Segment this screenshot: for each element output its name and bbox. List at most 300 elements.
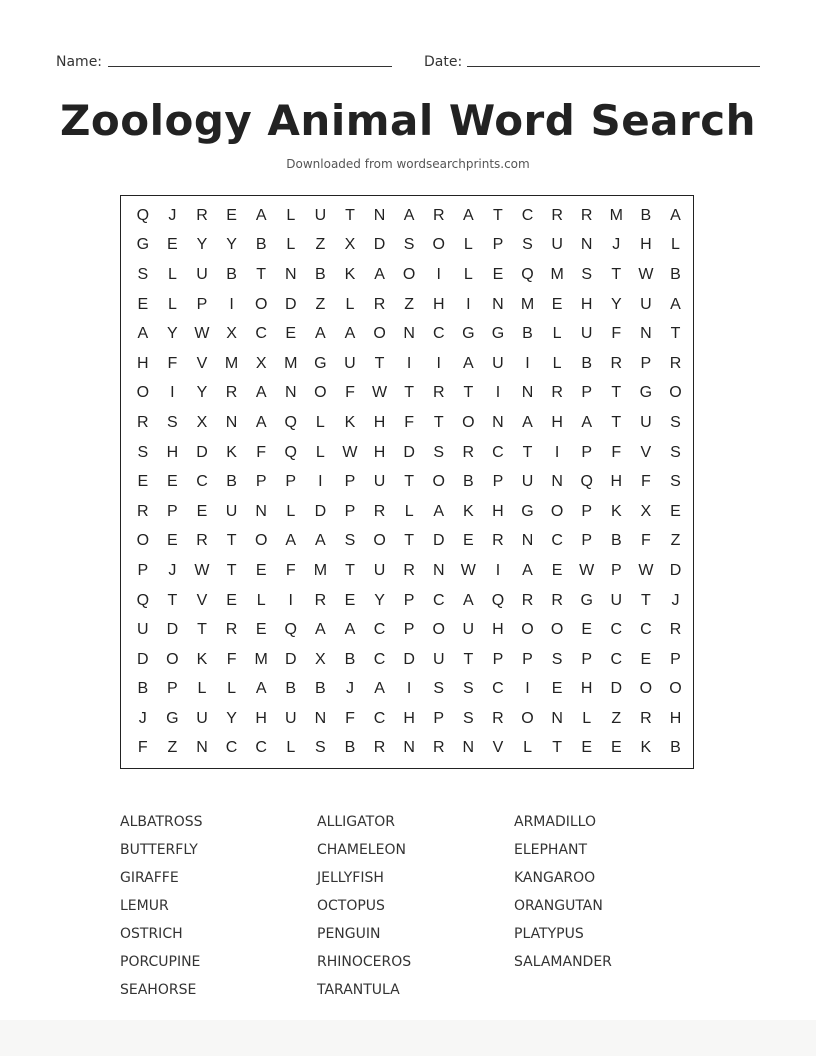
grid-cell[interactable]: A (522, 413, 533, 431)
date-line[interactable] (467, 66, 760, 67)
grid-cell[interactable]: A (344, 621, 356, 639)
grid-cell[interactable]: I (525, 354, 530, 372)
grid-cell[interactable]: R (492, 532, 504, 550)
grid-cell[interactable]: T (167, 591, 178, 609)
grid-cell[interactable]: H (255, 709, 267, 727)
grid-cell[interactable]: I (318, 473, 323, 491)
grid-cell[interactable]: B (137, 680, 149, 698)
grid-cell[interactable]: J (612, 236, 621, 254)
grid-cell[interactable]: R (669, 354, 682, 372)
grid-cell[interactable]: I (288, 591, 293, 609)
grid-cell[interactable]: S (344, 532, 356, 550)
grid-cell[interactable]: A (374, 680, 385, 698)
grid-cell[interactable]: S (551, 650, 563, 668)
grid-cell[interactable]: H (492, 502, 504, 520)
grid-cell[interactable]: L (167, 295, 177, 313)
grid-cell[interactable]: G (136, 236, 150, 254)
grid-cell[interactable]: A (255, 384, 267, 402)
grid-cell[interactable]: E (581, 739, 593, 757)
grid-cell[interactable]: C (640, 621, 652, 639)
grid-cell[interactable]: U (314, 206, 327, 224)
grid-cell[interactable]: D (373, 236, 386, 254)
grid-cell[interactable]: P (492, 650, 504, 668)
grid-cell[interactable]: D (669, 561, 682, 579)
grid-cell[interactable]: L (523, 739, 532, 757)
grid-cell[interactable]: T (226, 532, 237, 550)
grid-cell[interactable]: B (522, 325, 533, 343)
grid-cell[interactable]: M (254, 650, 268, 668)
grid-cell[interactable]: F (285, 561, 296, 579)
grid-cell[interactable]: N (403, 325, 415, 343)
grid-cell[interactable]: U (521, 473, 534, 491)
grid-cell[interactable]: P (640, 354, 652, 372)
grid-cell[interactable]: W (460, 561, 476, 579)
grid-cell[interactable]: Z (315, 236, 326, 254)
grid-cell[interactable]: L (463, 265, 473, 283)
grid-cell[interactable]: A (670, 206, 681, 224)
grid-cell[interactable]: T (463, 384, 474, 402)
grid-cell[interactable]: L (167, 265, 177, 283)
grid-cell[interactable]: M (313, 561, 328, 579)
grid-cell[interactable]: T (641, 591, 651, 609)
grid-cell[interactable]: O (521, 709, 534, 727)
grid-cell[interactable]: H (551, 413, 563, 431)
grid-cell[interactable]: Q (521, 265, 534, 283)
grid-cell[interactable]: J (671, 591, 680, 609)
grid-cell[interactable]: L (315, 443, 325, 461)
grid-cell[interactable]: H (373, 413, 386, 431)
grid-cell[interactable]: Q (284, 413, 297, 431)
grid-cell[interactable]: P (403, 621, 415, 639)
grid-cell[interactable]: R (521, 591, 534, 609)
grid-cell[interactable]: H (432, 295, 445, 313)
grid-cell[interactable]: R (403, 561, 415, 579)
grid-cell[interactable]: W (194, 325, 210, 343)
grid-cell[interactable]: C (492, 443, 504, 461)
grid-cell[interactable]: N (373, 206, 386, 224)
grid-cell[interactable]: I (436, 354, 441, 372)
grid-cell[interactable]: B (462, 473, 474, 491)
grid-cell[interactable]: C (551, 532, 563, 550)
grid-cell[interactable]: A (344, 325, 356, 343)
grid-cell[interactable]: Z (611, 709, 622, 727)
grid-cell[interactable]: V (492, 739, 504, 757)
grid-cell[interactable]: A (285, 532, 297, 550)
grid-cell[interactable]: O (669, 680, 682, 698)
grid-cell[interactable]: O (432, 236, 445, 254)
grid-cell[interactable]: L (552, 354, 562, 372)
grid-cell[interactable]: C (432, 325, 445, 343)
grid-cell[interactable]: C (610, 621, 623, 639)
grid-cell[interactable]: J (138, 709, 147, 727)
grid-cell[interactable]: O (373, 325, 386, 343)
grid-cell[interactable]: N (521, 384, 534, 402)
grid-cell[interactable]: K (196, 650, 208, 668)
grid-cell[interactable]: H (580, 295, 593, 313)
grid-cell[interactable]: L (227, 680, 237, 698)
grid-cell[interactable]: R (137, 502, 149, 520)
grid-cell[interactable]: E (226, 591, 237, 609)
grid-cell[interactable]: H (373, 443, 386, 461)
grid-cell[interactable]: S (581, 265, 593, 283)
grid-cell[interactable]: U (373, 561, 386, 579)
grid-cell[interactable]: U (640, 413, 652, 431)
grid-cell[interactable]: O (521, 621, 534, 639)
grid-cell[interactable]: R (580, 206, 593, 224)
grid-cell[interactable]: F (611, 325, 622, 343)
grid-cell[interactable]: R (551, 384, 563, 402)
grid-cell[interactable]: B (226, 473, 237, 491)
grid-cell[interactable]: O (136, 384, 150, 402)
grid-cell[interactable]: U (344, 354, 356, 372)
grid-cell[interactable]: L (671, 236, 680, 254)
grid-cell[interactable]: E (137, 295, 149, 313)
grid-cell[interactable]: I (525, 680, 530, 698)
grid-cell[interactable]: S (670, 473, 681, 491)
grid-cell[interactable]: I (466, 295, 471, 313)
grid-cell[interactable]: R (551, 591, 563, 609)
grid-cell[interactable]: E (551, 680, 563, 698)
grid-cell[interactable]: N (462, 739, 475, 757)
grid-cell[interactable]: P (581, 532, 593, 550)
grid-cell[interactable]: Y (374, 591, 385, 609)
grid-cell[interactable]: H (669, 709, 682, 727)
grid-cell[interactable]: Q (491, 591, 505, 609)
grid-cell[interactable]: E (167, 473, 178, 491)
grid-cell[interactable]: F (226, 650, 237, 668)
grid-cell[interactable]: U (432, 650, 445, 668)
grid-cell[interactable]: T (433, 413, 444, 431)
grid-cell[interactable]: O (254, 532, 268, 550)
grid-cell[interactable]: N (640, 325, 652, 343)
grid-cell[interactable]: M (520, 295, 535, 313)
grid-cell[interactable]: G (314, 354, 327, 372)
grid-cell[interactable]: C (225, 739, 238, 757)
grid-cell[interactable]: O (402, 265, 416, 283)
grid-cell[interactable]: N (255, 502, 267, 520)
grid-cell[interactable]: E (167, 236, 178, 254)
grid-cell[interactable]: B (670, 265, 681, 283)
grid-cell[interactable]: H (492, 621, 504, 639)
grid-cell[interactable]: T (197, 621, 207, 639)
grid-cell[interactable]: G (580, 591, 593, 609)
grid-cell[interactable]: P (522, 650, 533, 668)
grid-cell[interactable]: T (611, 384, 622, 402)
grid-cell[interactable]: B (610, 532, 622, 550)
grid-cell[interactable]: Y (167, 325, 178, 343)
grid-cell[interactable]: Q (136, 206, 150, 224)
grid-cell[interactable]: I (436, 265, 441, 283)
grid-cell[interactable]: H (166, 443, 179, 461)
grid-cell[interactable]: A (255, 206, 267, 224)
grid-cell[interactable]: X (315, 650, 326, 668)
grid-cell[interactable]: V (196, 354, 208, 372)
grid-cell[interactable]: I (229, 295, 234, 313)
grid-cell[interactable]: B (670, 739, 681, 757)
grid-cell[interactable]: R (610, 354, 623, 372)
grid-cell[interactable]: A (315, 325, 326, 343)
grid-cell[interactable]: K (640, 739, 652, 757)
grid-cell[interactable]: P (581, 384, 593, 402)
grid-cell[interactable]: A (522, 561, 533, 579)
grid-cell[interactable]: B (315, 265, 326, 283)
grid-cell[interactable]: C (432, 591, 445, 609)
grid-cell[interactable]: U (225, 502, 238, 520)
grid-cell[interactable]: P (581, 443, 593, 461)
grid-cell[interactable]: P (610, 561, 622, 579)
grid-cell[interactable]: X (344, 236, 356, 254)
grid-cell[interactable]: X (255, 354, 267, 372)
grid-cell[interactable]: E (285, 325, 297, 343)
grid-cell[interactable]: K (226, 443, 237, 461)
grid-cell[interactable]: N (225, 413, 238, 431)
grid-cell[interactable]: N (284, 384, 297, 402)
grid-cell[interactable]: F (611, 443, 622, 461)
grid-cell[interactable]: S (670, 443, 681, 461)
grid-cell[interactable]: U (462, 621, 475, 639)
grid-cell[interactable]: K (344, 265, 356, 283)
grid-cell[interactable]: F (641, 473, 651, 491)
grid-cell[interactable]: E (581, 621, 593, 639)
grid-cell[interactable]: D (314, 502, 327, 520)
grid-cell[interactable]: W (579, 561, 595, 579)
grid-cell[interactable]: O (669, 384, 682, 402)
grid-cell[interactable]: B (255, 236, 267, 254)
grid-cell[interactable]: N (403, 739, 415, 757)
grid-cell[interactable]: U (284, 709, 297, 727)
grid-cell[interactable]: H (137, 354, 149, 372)
grid-cell[interactable]: G (462, 325, 475, 343)
grid-cell[interactable]: C (492, 680, 504, 698)
grid-cell[interactable]: C (373, 621, 386, 639)
grid-cell[interactable]: C (373, 709, 386, 727)
grid-cell[interactable]: R (373, 739, 386, 757)
grid-cell[interactable]: U (492, 354, 504, 372)
grid-cell[interactable]: S (137, 265, 149, 283)
grid-cell[interactable]: T (404, 473, 415, 491)
grid-cell[interactable]: Z (167, 739, 178, 757)
grid-cell[interactable]: S (670, 413, 681, 431)
grid-cell[interactable]: D (432, 532, 445, 550)
grid-cell[interactable]: G (166, 709, 179, 727)
grid-cell[interactable]: D (610, 680, 623, 698)
grid-cell[interactable]: R (432, 384, 445, 402)
grid-cell[interactable]: B (344, 739, 356, 757)
grid-cell[interactable]: E (344, 591, 356, 609)
grid-cell[interactable]: W (638, 561, 654, 579)
grid-cell[interactable]: F (137, 739, 148, 757)
grid-cell[interactable]: G (639, 384, 653, 402)
grid-cell[interactable]: P (137, 561, 149, 579)
grid-cell[interactable]: A (403, 206, 415, 224)
grid-cell[interactable]: S (433, 680, 445, 698)
grid-cell[interactable]: W (638, 265, 654, 283)
grid-cell[interactable]: X (640, 502, 652, 520)
grid-cell[interactable]: Z (670, 532, 681, 550)
grid-cell[interactable]: O (432, 621, 445, 639)
grid-cell[interactable]: J (345, 680, 354, 698)
grid-cell[interactable]: R (669, 621, 682, 639)
grid-cell[interactable]: N (580, 236, 593, 254)
grid-cell[interactable]: K (462, 502, 474, 520)
grid-cell[interactable]: B (581, 354, 593, 372)
grid-cell[interactable]: P (167, 502, 178, 520)
grid-cell[interactable]: L (197, 680, 207, 698)
grid-cell[interactable]: E (226, 206, 237, 224)
grid-cell[interactable]: O (639, 680, 653, 698)
grid-cell[interactable]: L (286, 206, 296, 224)
grid-cell[interactable]: O (373, 532, 386, 550)
grid-cell[interactable]: S (433, 443, 445, 461)
grid-cell[interactable]: L (256, 591, 266, 609)
grid-cell[interactable]: L (552, 325, 562, 343)
grid-cell[interactable]: O (462, 413, 475, 431)
grid-cell[interactable]: O (550, 621, 564, 639)
grid-cell[interactable]: L (582, 709, 592, 727)
grid-cell[interactable]: W (371, 384, 388, 402)
grid-cell[interactable]: N (284, 265, 297, 283)
grid-cell[interactable]: D (284, 650, 297, 668)
grid-cell[interactable]: S (462, 709, 474, 727)
grid-cell[interactable]: P (344, 473, 356, 491)
grid-cell[interactable]: O (550, 502, 564, 520)
grid-cell[interactable]: R (373, 502, 386, 520)
grid-cell[interactable]: T (256, 265, 267, 283)
grid-cell[interactable]: B (640, 206, 652, 224)
grid-cell[interactable]: I (406, 680, 412, 698)
grid-cell[interactable]: E (670, 502, 681, 520)
grid-cell[interactable]: P (670, 650, 681, 668)
grid-cell[interactable]: V (640, 443, 652, 461)
grid-cell[interactable]: R (314, 591, 327, 609)
grid-cell[interactable]: P (581, 650, 593, 668)
grid-cell[interactable]: P (433, 709, 445, 727)
grid-cell[interactable]: C (521, 206, 534, 224)
grid-cell[interactable]: K (344, 413, 356, 431)
grid-cell[interactable]: A (433, 502, 445, 520)
grid-cell[interactable]: P (403, 591, 415, 609)
grid-cell[interactable]: D (166, 621, 179, 639)
grid-cell[interactable]: W (194, 561, 210, 579)
grid-cell[interactable]: A (255, 680, 267, 698)
grid-cell[interactable]: J (168, 561, 177, 579)
grid-cell[interactable]: R (462, 443, 475, 461)
grid-cell[interactable]: P (492, 473, 504, 491)
grid-cell[interactable]: T (611, 413, 622, 431)
grid-cell[interactable]: P (196, 295, 208, 313)
grid-cell[interactable]: P (344, 502, 356, 520)
grid-cell[interactable]: P (581, 502, 593, 520)
grid-cell[interactable]: N (432, 561, 445, 579)
grid-cell[interactable]: Z (315, 295, 326, 313)
grid-cell[interactable]: R (196, 206, 208, 224)
grid-cell[interactable]: X (196, 413, 208, 431)
grid-cell[interactable]: C (373, 650, 386, 668)
grid-cell[interactable]: B (285, 680, 297, 698)
grid-cell[interactable]: U (196, 709, 208, 727)
grid-cell[interactable]: R (551, 206, 563, 224)
grid-cell[interactable]: Y (196, 236, 208, 254)
grid-cell[interactable]: T (345, 561, 355, 579)
grid-cell[interactable]: P (285, 473, 297, 491)
grid-cell[interactable]: U (137, 621, 149, 639)
grid-cell[interactable]: F (641, 532, 651, 550)
grid-cell[interactable]: N (551, 709, 563, 727)
grid-cell[interactable]: E (196, 502, 208, 520)
grid-cell[interactable]: F (167, 354, 178, 372)
grid-cell[interactable]: R (225, 384, 238, 402)
grid-cell[interactable]: E (610, 739, 622, 757)
grid-cell[interactable]: M (284, 354, 298, 372)
grid-cell[interactable]: N (492, 413, 504, 431)
grid-cell[interactable]: E (255, 561, 267, 579)
grid-cell[interactable]: S (137, 443, 149, 461)
grid-cell[interactable]: L (315, 413, 325, 431)
grid-cell[interactable]: S (167, 413, 178, 431)
grid-cell[interactable]: T (522, 443, 533, 461)
grid-cell[interactable]: Z (404, 295, 415, 313)
grid-cell[interactable]: F (256, 443, 267, 461)
grid-cell[interactable]: A (462, 354, 474, 372)
grid-cell[interactable]: A (462, 206, 474, 224)
grid-cell[interactable]: Y (196, 384, 208, 402)
grid-cell[interactable]: S (522, 236, 533, 254)
grid-cell[interactable]: I (406, 354, 412, 372)
grid-cell[interactable]: I (495, 561, 501, 579)
grid-cell[interactable]: F (345, 384, 355, 402)
grid-cell[interactable]: E (551, 561, 563, 579)
grid-cell[interactable]: H (610, 473, 623, 491)
grid-cell[interactable]: N (551, 473, 563, 491)
grid-cell[interactable]: L (404, 502, 414, 520)
grid-cell[interactable]: N (492, 295, 504, 313)
grid-cell[interactable]: N (196, 739, 208, 757)
grid-cell[interactable]: F (345, 709, 355, 727)
grid-cell[interactable]: T (226, 561, 237, 579)
grid-cell[interactable]: M (224, 354, 239, 372)
grid-cell[interactable]: I (170, 384, 175, 402)
grid-cell[interactable]: T (463, 650, 474, 668)
grid-cell[interactable]: R (137, 413, 149, 431)
grid-cell[interactable]: M (550, 265, 564, 283)
grid-cell[interactable]: P (492, 236, 504, 254)
grid-cell[interactable]: K (610, 502, 622, 520)
grid-cell[interactable]: U (640, 295, 652, 313)
grid-cell[interactable]: R (432, 206, 445, 224)
grid-cell[interactable]: O (432, 473, 445, 491)
grid-cell[interactable]: E (137, 473, 149, 491)
grid-cell[interactable]: U (373, 473, 386, 491)
grid-cell[interactable]: T (404, 384, 415, 402)
grid-cell[interactable]: A (581, 413, 593, 431)
grid-cell[interactable]: U (610, 591, 623, 609)
grid-cell[interactable]: T (374, 354, 385, 372)
grid-cell[interactable]: C (610, 650, 623, 668)
grid-cell[interactable]: Q (284, 621, 297, 639)
grid-cell[interactable]: O (314, 384, 327, 402)
grid-cell[interactable]: E (492, 265, 504, 283)
grid-cell[interactable]: E (551, 295, 563, 313)
grid-cell[interactable]: T (345, 206, 355, 224)
grid-cell[interactable]: X (226, 325, 237, 343)
grid-cell[interactable]: N (314, 709, 327, 727)
grid-cell[interactable]: A (255, 413, 267, 431)
grid-cell[interactable]: Y (610, 295, 622, 313)
grid-cell[interactable]: D (196, 443, 208, 461)
grid-cell[interactable]: O (254, 295, 268, 313)
name-line[interactable] (108, 66, 392, 67)
grid-cell[interactable]: I (495, 384, 501, 402)
